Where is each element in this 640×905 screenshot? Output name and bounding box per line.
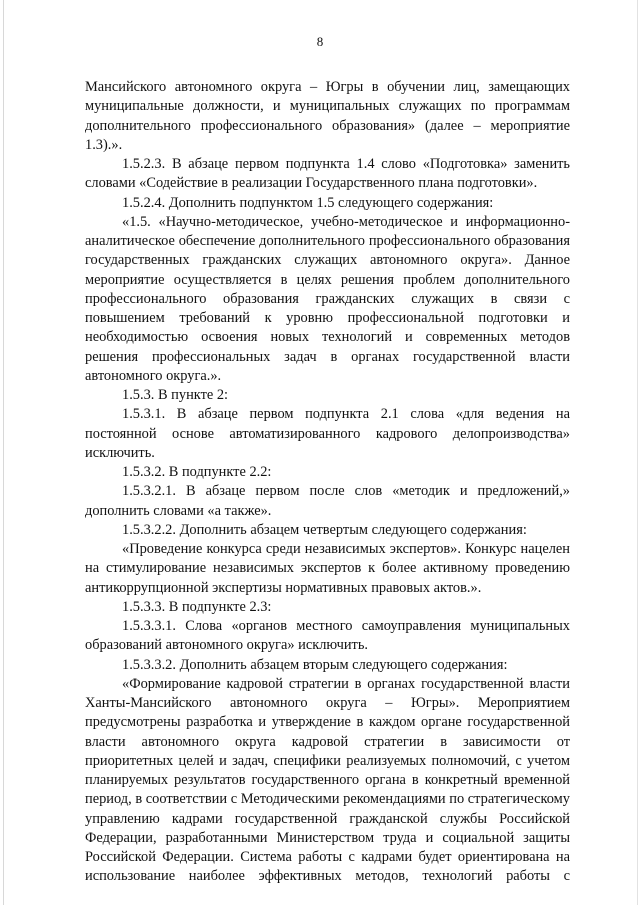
paragraph-1-5-3-1: 1.5.3.1. В абзаце первом подпункта 2.1 слова «для ведения на постоянной основе автоматизированного кадрового делопроизводства» исключить. <box>85 406 570 461</box>
paragraph-continuation: Мансийского автономного округа – Югры в обучении лиц, замещающих муниципальные должности, и муниципальных служащих по программам дополнительного профессионального образования» (далее – мероприятие 1.3).». <box>85 79 570 153</box>
scan-edge-left <box>3 0 4 905</box>
paragraph-1-5-3-3-1: 1.5.3.3.1. Слова «органов местного самоуправления муниципальных образований автономного округа» исключить. <box>85 618 570 654</box>
paragraph-quote-1-5: «1.5. «Научно-методическое, учебно-методическое и информационно-аналитическое обеспечение дополнительного профессионального образования государственных гражданских служащих автономного округа». Данное мероприятие осуществляется в целях решения проблем дополнительного профессионального образования гражданских служащих в связи с повышением требований к уровню профессиональной подготовки и необходимостью освоения новых технологий и современных методов решения профессиональных задач в органах государственной власти автономного округа.». <box>85 213 570 384</box>
paragraph-1-5-3-3-2: 1.5.3.3.2. Дополнить абзацем вторым следующего содержания: <box>122 656 508 673</box>
paragraph-quote-contest: «Проведение конкурса среди независимых экспертов». Конкурс нацелен на стимулирование независимых экспертов к более активному проведению антикоррупционной экспертизы нормативных правовых актов.». <box>85 541 570 596</box>
page-number: 8 <box>316 34 324 49</box>
paragraph-quote-strategy: «Формирование кадровой стратегии в органах государственной власти Ханты-Мансийского автономного округа – Югры». Мероприятием предусмотрены разработка и утверждение в каждом органе государственной власти автономного округа кадровой стратегии в зависимости от приоритетных целей и задач, специфики реализуемых полномочий, с учетом планируемых результатов государственного органа в конкретный временной период, в соответствии с Методическими рекомендациями по стратегическому управлению кадрами государственной гражданской службы Российской Федерации, разработанными Министерством труда и социальной защиты Российской Федерации. Система работы с кадрами будет ориентирована на использование наиболее эффективных методов, технологий работы с <box>85 675 570 885</box>
paragraph-1-5-2-4: 1.5.2.4. Дополнить подпунктом 1.5 следующего содержания: <box>122 194 494 211</box>
document-body <box>85 78 570 887</box>
paragraph-1-5-3-2-2: 1.5.3.2.2. Дополнить абзацем четвертым следующего содержания: <box>122 521 527 538</box>
paragraph-1-5-3: 1.5.3. В пункте 2: <box>122 387 229 403</box>
paragraph-1-5-3-3: 1.5.3.3. В подпункте 2.3: <box>122 598 272 615</box>
paragraph-1-5-2-3: 1.5.2.3. В абзаце первом подпункта 1.4 слово «Подготовка» заменить словами «Содействие в реализации Государственного плана подготовки». <box>85 156 570 192</box>
scan-edge-right <box>637 0 638 905</box>
paragraph-1-5-3-2-1: 1.5.3.2.1. В абзаце первом после слов «методик и предложений,» дополнить словами «а также». <box>85 483 570 519</box>
paragraph-1-5-3-2: 1.5.3.2. В подпункте 2.2: <box>122 464 272 480</box>
